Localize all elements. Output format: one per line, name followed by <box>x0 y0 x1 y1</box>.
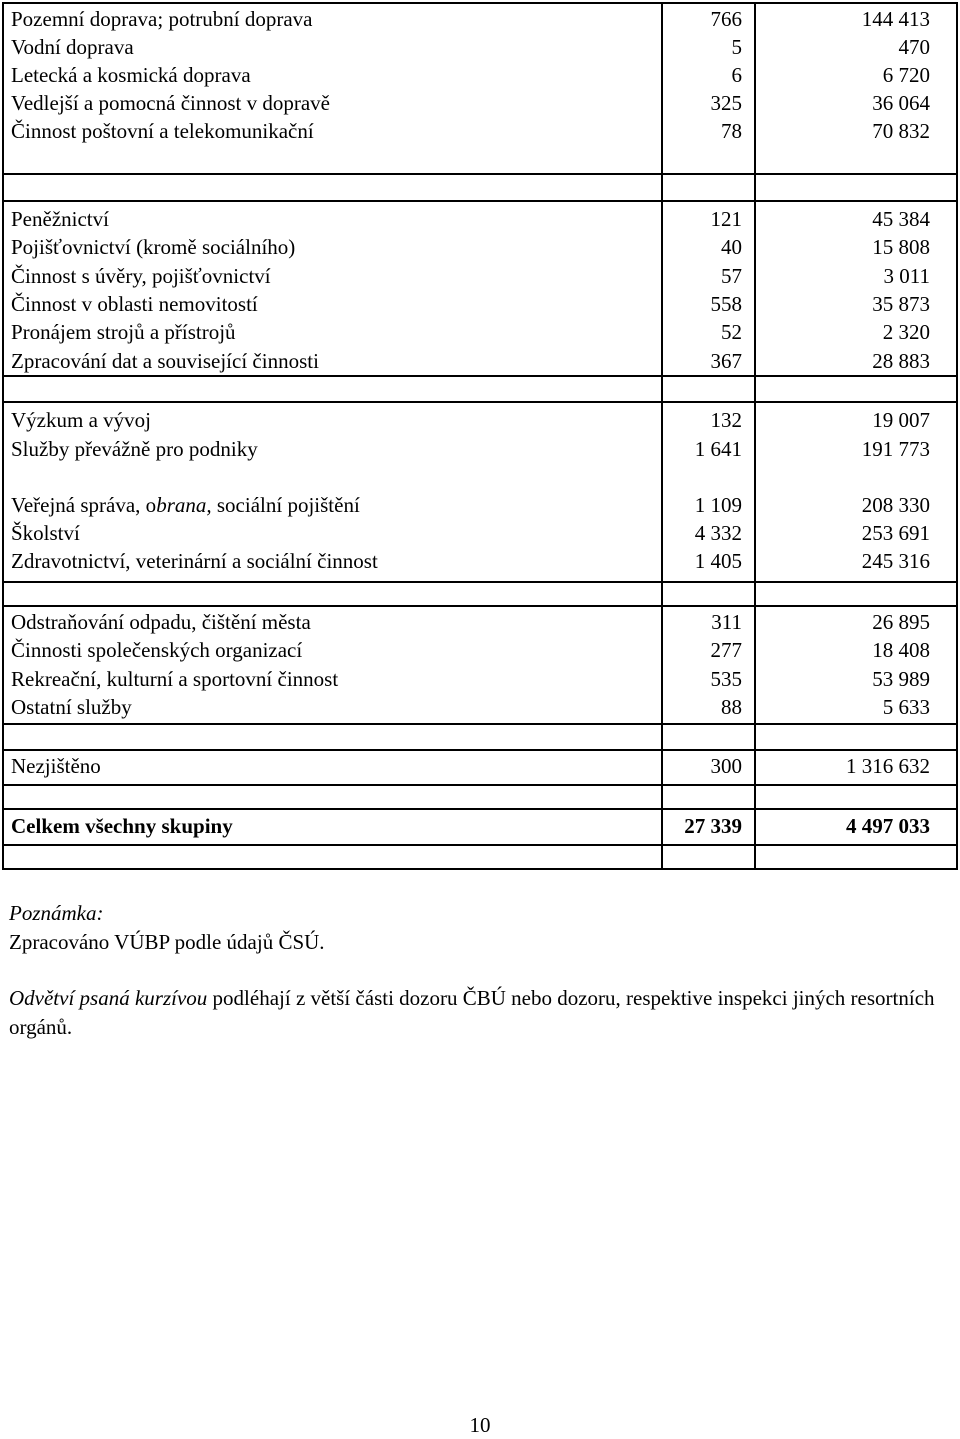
table-row: Peněžnictví 121 45 384 <box>11 207 930 231</box>
table-row: Školství 4 332 253 691 <box>11 521 930 545</box>
table-row: Pozemní doprava; potrubní doprava 766 144 413 <box>11 7 930 31</box>
table-row-unknown: Nezjištěno 300 1 316 632 <box>11 754 930 778</box>
row-separator <box>4 375 956 377</box>
table-row: Činnost v oblasti nemovitostí 558 35 873 <box>11 292 930 316</box>
row-separator <box>4 749 956 751</box>
table-row: Služby převážně pro podniky 1 641 191 773 <box>11 437 930 461</box>
table-row: Činnost poštovní a telekomunikační 78 70 832 <box>11 119 930 143</box>
row-separator <box>4 581 956 583</box>
note-label: Poznámka: <box>9 901 104 925</box>
note-text: podléhají z větší části dozoru ČBÚ nebo dozoru, respektive inspekci jiných resortních orgánů. <box>9 986 935 1039</box>
table-row: Odstraňování odpadu, čištění města 311 26 895 <box>11 610 930 634</box>
row-separator <box>4 173 956 175</box>
row-separator <box>4 784 956 786</box>
row-separator <box>4 401 956 403</box>
page-number: 10 <box>469 1413 491 1437</box>
table-row: Rekreační, kulturní a sportovní činnost 535 53 989 <box>11 667 930 691</box>
row-separator <box>4 723 956 725</box>
statistics-table <box>2 2 958 870</box>
table-row-total: Celkem všechny skupiny 27 339 4 497 033 <box>11 814 930 838</box>
table-row: Pojišťovnictví (kromě sociálního) 40 15 808 <box>11 235 930 259</box>
row-separator <box>4 808 956 810</box>
table-row: Vodní doprava 5 470 <box>11 35 930 59</box>
row-separator <box>4 844 956 846</box>
table-row: Vedlejší a pomocná činnost v dopravě 325 36 064 <box>11 91 930 115</box>
table-row: Zpracování dat a související činnosti 367 28 883 <box>11 349 930 373</box>
table-row: Veřejná správa, obrana, sociální pojištění 1 109 208 330 <box>11 493 930 517</box>
table-row: Činnosti společenských organizací 277 18 408 <box>11 638 930 662</box>
note-source: Zpracováno VÚBP podle údajů ČSÚ. <box>9 930 325 954</box>
table-row: Činnost s úvěry, pojišťovnictví 57 3 011 <box>11 264 930 288</box>
row-separator <box>4 605 956 607</box>
table-row: Pronájem strojů a přístrojů 52 2 320 <box>11 320 930 344</box>
note-italic-lead: Odvětví psaná kurzívou <box>9 986 208 1010</box>
row-separator <box>4 200 956 202</box>
table-row: Zdravotnictví, veterinární a sociální činnost 1 405 245 316 <box>11 549 930 573</box>
table-row: Výzkum a vývoj 132 19 007 <box>11 408 930 432</box>
table-row: Letecká a kosmická doprava 6 6 720 <box>11 63 930 87</box>
note-paragraph <box>9 984 949 1042</box>
table-row: Ostatní služby 88 5 633 <box>11 695 930 719</box>
